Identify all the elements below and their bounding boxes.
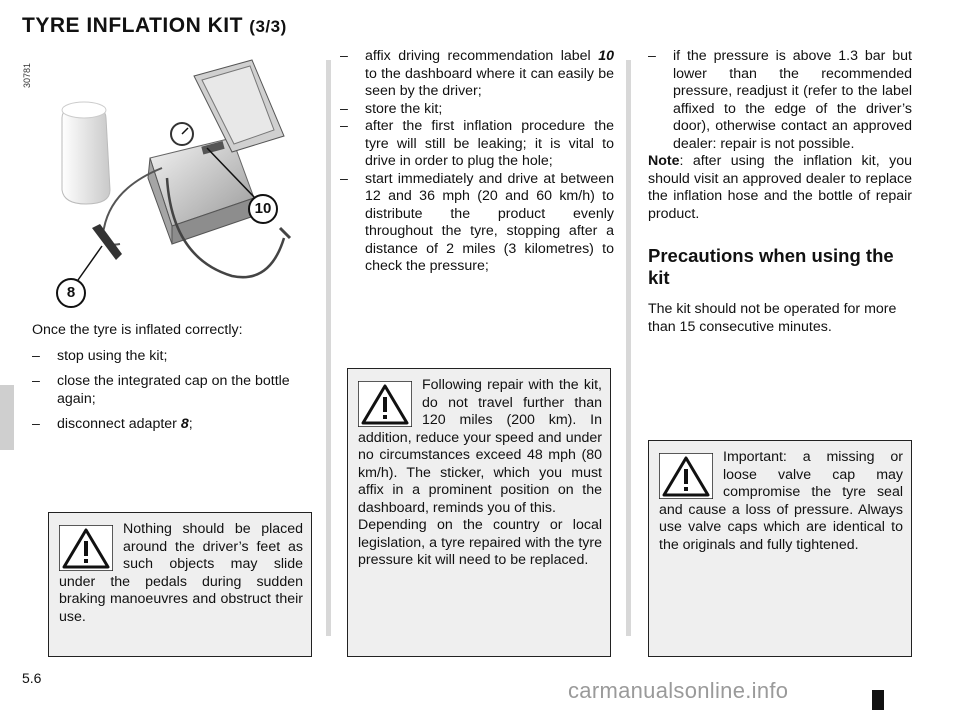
list-item: – close the integrated cap on the bottle again; xyxy=(32,373,290,407)
column-divider xyxy=(326,60,331,636)
adapter-ref: 8 xyxy=(180,416,189,432)
warning-text-2: Depending on the country or local legislation, a tyre repaired with the tyre pressure kit will need to be replaced. xyxy=(358,517,602,568)
page-title xyxy=(22,14,287,38)
inflation-kit-illustration xyxy=(22,48,322,310)
warning-box xyxy=(648,440,912,657)
warning-text: Following repair with the kit, do not travel further than 120 miles (200 km). In addition, reduce your speed and under no circumstances exceed 48 mph (80 km/h). The sticker, which you must affix in a prominent position on the dashboard, reminds you of this. xyxy=(358,377,602,516)
list-item: – stop using the kit; xyxy=(32,347,168,364)
col1-text xyxy=(32,322,314,434)
warning-box xyxy=(347,368,611,657)
list-item: – start immediately and drive at between 12 and 36 mph (20 and 60 km/h) to distribute the product evenly throughout the tyre, stopping after a distance of 2 miles (3 kilometres) to check the pressure; xyxy=(340,170,614,274)
title-text: TYRE INFLATION KIT xyxy=(22,14,243,37)
label-ref: 10 xyxy=(598,48,614,64)
warning-triangle-icon xyxy=(59,525,113,571)
warning-triangle-icon xyxy=(659,453,713,499)
list-item: – disconnect adapter 8; xyxy=(32,416,193,432)
col2-text xyxy=(340,48,614,276)
watermark: carmanualsonline.info xyxy=(568,678,789,703)
intro-text: Once the tyre is inflated correctly: xyxy=(32,322,243,338)
section-tab xyxy=(0,385,14,450)
list-item: – after the first inflation procedure the tyre will still be leaking; it is vital to drive in order to plug the hole; xyxy=(340,118,614,169)
page-number: 5.6 xyxy=(22,670,42,686)
list-item: – if the pressure is above 1.3 bar but lower than the recommended pressure, readjust it (refer to the label affixed to the edge of the driver’s door), otherwise contact an approved dealer: repair is not possible. xyxy=(648,48,912,152)
callout-10: 10 xyxy=(248,194,278,224)
col3-text xyxy=(648,48,912,336)
warning-triangle-icon xyxy=(358,381,412,427)
warning-text: Important: a missing or loose valve cap may compromise the tyre seal and cause a loss of pressure. Always use valve caps which are identical to the originals and fully tightened. xyxy=(659,449,903,553)
section-heading: Precautions when using the kit xyxy=(648,245,894,288)
column-divider xyxy=(626,60,631,636)
callout-8: 8 xyxy=(56,278,86,308)
warning-box xyxy=(48,512,312,657)
note-paragraph: Note: after using the inflation kit, you should visit an approved dealer to replace the inflation hose and the bottle of repair product. xyxy=(648,153,912,222)
list-item: – affix driving recommendation label 10 to the dashboard where it can easily be seen by the driver; xyxy=(340,48,614,99)
figure-ref: 30781 xyxy=(22,62,32,88)
list-item: – store the kit; xyxy=(340,100,443,117)
warning-text: Nothing should be placed around the driver’s feet as such objects may slide under the pedals during sudden braking manoeuvres and obstruct their use. xyxy=(59,521,303,625)
title-part: (3/3) xyxy=(249,17,287,36)
precaution-paragraph: The kit should not be operated for more than 15 consecutive minutes. xyxy=(648,301,897,335)
page-marker xyxy=(872,690,884,710)
inflation-kit-drawing xyxy=(22,48,322,310)
